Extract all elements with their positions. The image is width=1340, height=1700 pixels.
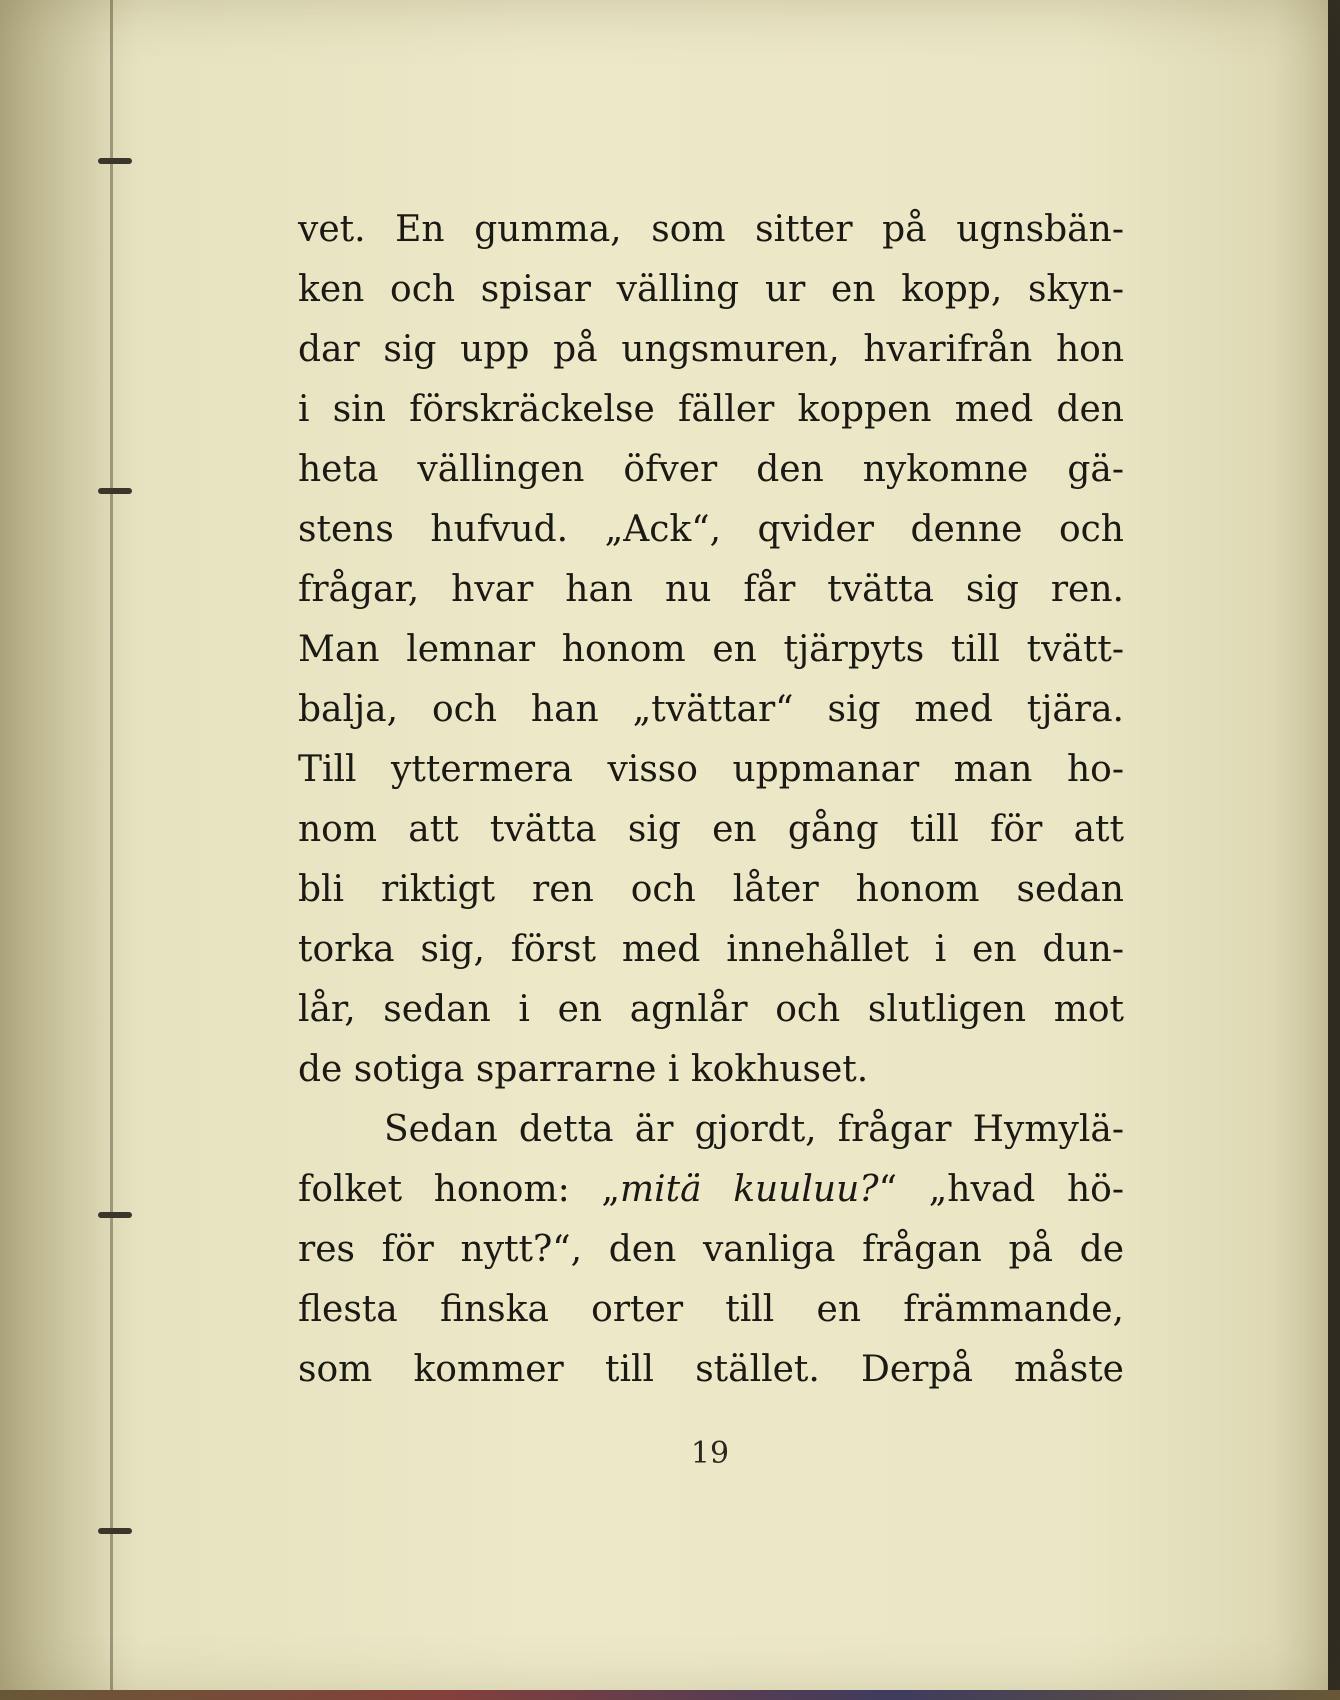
text-line: bli riktigt ren och låter honom sedan [298, 869, 1124, 910]
text-line: Till yttermera visso uppmanar man ho- [298, 749, 1124, 790]
page-bottom-edge [0, 1690, 1340, 1700]
text-line: balja, och han „tvättar“ sig med tjära. [298, 689, 1124, 730]
binding-stitch [98, 158, 132, 164]
text-line: lår, sedan i en agnlår och slutligen mot [298, 989, 1124, 1030]
binding-stitch [98, 1212, 132, 1218]
gutter-shadow [0, 0, 140, 1700]
paragraph-2-line: Sedan detta är gjordt, frågar Hymylä- [384, 1109, 1124, 1150]
paragraph-2-line [298, 1160, 1124, 1220]
text-line: ken och spisar välling ur en kopp, skyn- [298, 269, 1124, 310]
text-line: nom att tvätta sig en gång till för att [298, 809, 1124, 850]
text-line: stens hufvud. „Ack“, qvider denne och [298, 509, 1124, 550]
text-line: Man lemnar honom en tjärpyts till tvätt- [298, 629, 1124, 670]
binding-stitch [98, 488, 132, 494]
paragraph-2-line: flesta finska orter till en främmande, [298, 1289, 1124, 1330]
finnish-phrase: mitä kuuluu? [620, 1169, 879, 1210]
body-text [298, 200, 1124, 1400]
text-segment: “ „hvad hö- [878, 1169, 1124, 1210]
text-segment: folket honom: „ [298, 1169, 621, 1210]
page-number: 19 [690, 1436, 730, 1471]
text-line: i sin förskräckelse fäller koppen med den [298, 389, 1124, 430]
binding-line [110, 0, 113, 1700]
text-line: heta vällingen öfver den nykomne gä- [298, 449, 1124, 490]
text-line: dar sig upp på ungsmuren, hvarifrån hon [298, 329, 1124, 370]
paragraph-2-line: res för nytt?“, den vanliga frågan på de [298, 1229, 1124, 1270]
text-line: de sotiga sparrarne i kokhuset. [298, 1049, 869, 1090]
paragraph-2-line: som kommer till stället. Derpå måste [298, 1349, 1124, 1390]
page-right-edge [1328, 0, 1340, 1700]
binding-stitch [98, 1528, 132, 1534]
text-line: vet. En gumma, som sitter på ugnsbän- [298, 209, 1124, 250]
text-line: torka sig, först med innehållet i en dun- [298, 929, 1124, 970]
text-line: frågar, hvar han nu får tvätta sig ren. [298, 569, 1124, 610]
